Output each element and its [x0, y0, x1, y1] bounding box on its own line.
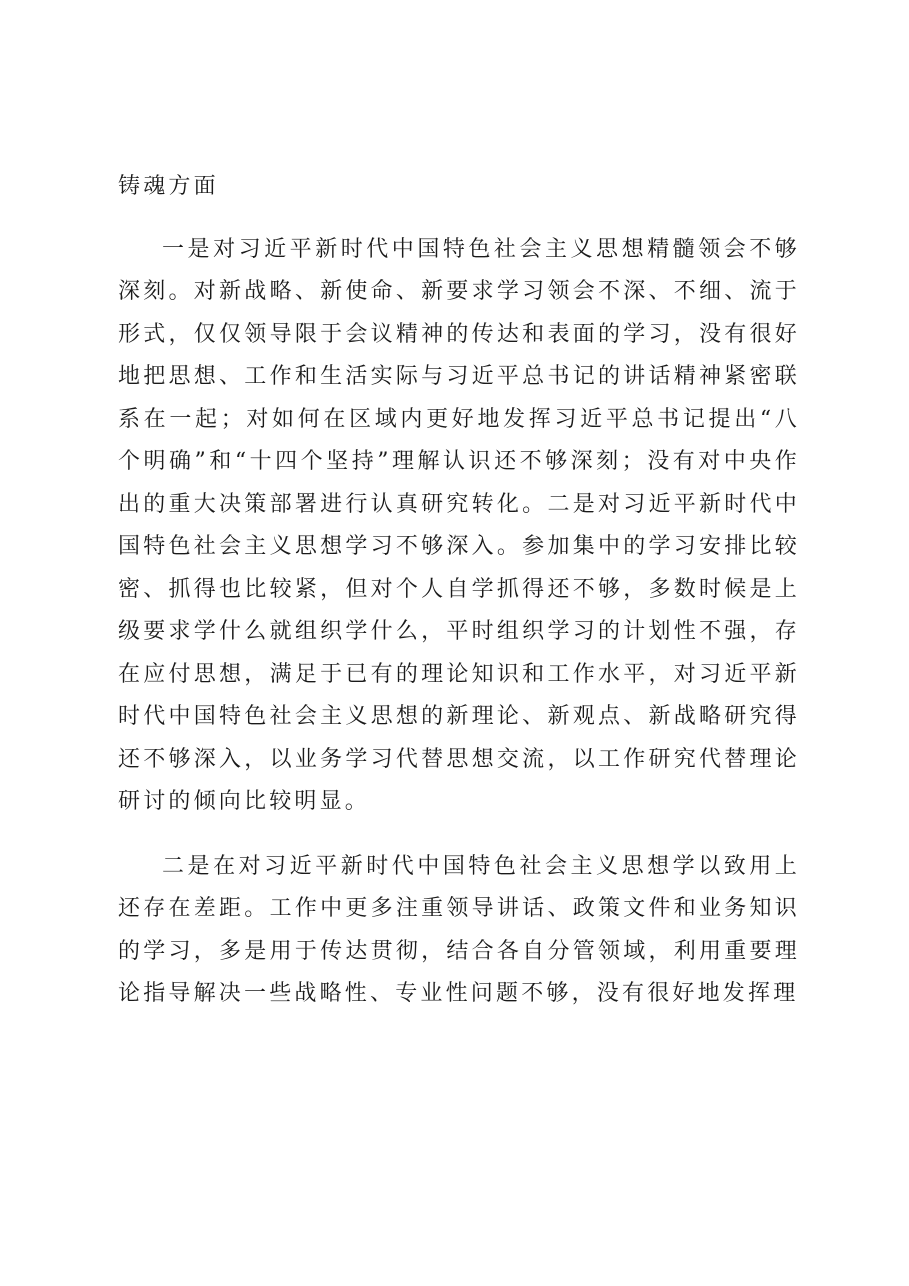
section-heading: 铸魂方面: [118, 174, 219, 199]
paragraph-2: 二是在对习近平新时代中国特色社会主义思想学以致用上还存在差距。工作中更多注重领导讲话、政策文件和业务知识的学习，多是用于传达贯彻，结合各自分管领域，利用重要理论指导解决一些战略性、专业性问题不够，没有很好地发挥理: [118, 853, 800, 1006]
paragraph-1: 一是对习近平新时代中国特色社会主义思想精髓领会不够深刻。对新战略、新使命、新要求学习领会不深、不细、流于形式，仅仅领导限于会议精神的传达和表面的学习，没有很好地把思想、工作和生活实际与习近平总书记的讲话精神紧密联系在一起；对如何在区域内更好地发挥习近平总书记提出“八个明确”和“十四个坚持”理解认识还不够深刻；没有对中央作出的重大决策部署进行认真研究转化。二是对习近平新时代中国特色社会主义思想学习不够深入。参加集中的学习安排比较密、抓得也比较紧，但对个人自学抓得还不够，多数时候是上级要求学什么就组织学什么，平时组织学习的计划性不强，存在应付思想，满足于已有的理论知识和工作水平，对习近平新时代中国特色社会主义思想的新理论、新观点、新战略研究得还不够深入，以业务学习代替思想交流，以工作研究代替理论研讨的倾向比较明显。: [118, 236, 800, 814]
document-body: [118, 166, 800, 1038]
